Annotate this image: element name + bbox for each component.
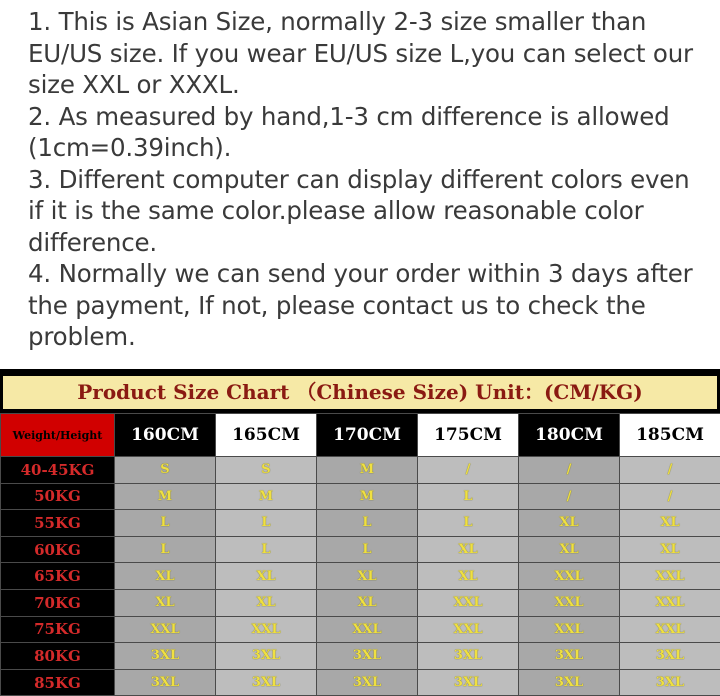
weight-label: 40-45KG <box>1 457 115 484</box>
size-cell: 3XL <box>418 643 519 670</box>
size-cell: XL <box>519 536 620 563</box>
size-cell: XL <box>216 589 317 616</box>
size-cell: / <box>519 457 620 484</box>
size-cell: XXL <box>519 563 620 590</box>
size-cell: 3XL <box>620 643 720 670</box>
table-row <box>1 616 720 643</box>
table-row <box>1 457 720 484</box>
size-cell: XXL <box>418 616 519 643</box>
size-chart-body <box>1 457 720 696</box>
size-cell: L <box>317 510 418 537</box>
weight-label: 80KG <box>1 643 115 670</box>
size-cell: M <box>317 457 418 484</box>
size-chart <box>0 369 720 693</box>
table-row <box>1 510 720 537</box>
note-4: 4. Normally we can send your order within 3 days after the payment, If not, please contact us to check the problem. <box>28 258 708 353</box>
weight-label: 55KG <box>1 510 115 537</box>
size-chart-table <box>0 413 720 696</box>
table-row <box>1 643 720 670</box>
table-row <box>1 483 720 510</box>
size-cell: 3XL <box>216 669 317 696</box>
table-row <box>1 536 720 563</box>
size-cell: 3XL <box>115 643 216 670</box>
height-header: 160CM <box>115 414 216 457</box>
corner-label: Weight/Height <box>1 414 115 457</box>
size-cell: L <box>216 536 317 563</box>
height-header: 185CM <box>620 414 720 457</box>
size-cell: M <box>115 483 216 510</box>
size-cell: XL <box>317 563 418 590</box>
size-cell: 3XL <box>115 669 216 696</box>
size-cell: XL <box>620 510 720 537</box>
size-cell: L <box>115 510 216 537</box>
size-cell: M <box>317 483 418 510</box>
table-row <box>1 563 720 590</box>
size-cell: / <box>620 483 720 510</box>
size-cell: L <box>317 536 418 563</box>
size-cell: 3XL <box>620 669 720 696</box>
size-cell: XXL <box>620 616 720 643</box>
size-cell: 3XL <box>519 669 620 696</box>
size-cell: XL <box>418 536 519 563</box>
size-cell: XXL <box>620 563 720 590</box>
height-header: 170CM <box>317 414 418 457</box>
header-row <box>1 414 720 457</box>
note-1: 1. This is Asian Size, normally 2-3 size smaller than EU/US size. If you wear EU/US size L,you can select our size XXL or XXXL. <box>28 6 708 101</box>
size-cell: 3XL <box>519 643 620 670</box>
size-cell: XXL <box>620 589 720 616</box>
size-cell: / <box>519 483 620 510</box>
height-header: 165CM <box>216 414 317 457</box>
note-3: 3. Different computer can display different colors even if it is the same color.please allow reasonable color difference. <box>28 164 708 259</box>
size-cell: 3XL <box>418 669 519 696</box>
size-cell: XXL <box>216 616 317 643</box>
size-cell: / <box>418 457 519 484</box>
size-cell: XL <box>519 510 620 537</box>
size-cell: 3XL <box>317 669 418 696</box>
size-cell: XL <box>418 563 519 590</box>
table-row <box>1 589 720 616</box>
weight-label: 60KG <box>1 536 115 563</box>
weight-label: 70KG <box>1 589 115 616</box>
size-cell: M <box>216 483 317 510</box>
size-chart-title: Product Size Chart （Chinese Size) Unit：(CM/KG) <box>3 376 717 409</box>
size-cell: XXL <box>519 616 620 643</box>
size-notes <box>28 6 708 353</box>
weight-label: 85KG <box>1 669 115 696</box>
weight-label: 50KG <box>1 483 115 510</box>
size-cell: XL <box>216 563 317 590</box>
note-2: 2. As measured by hand,1-3 cm difference is allowed (1cm=0.39inch). <box>28 101 708 164</box>
size-cell: XL <box>620 536 720 563</box>
weight-label: 75KG <box>1 616 115 643</box>
size-cell: / <box>620 457 720 484</box>
size-cell: XL <box>115 563 216 590</box>
size-cell: S <box>115 457 216 484</box>
size-cell: XL <box>317 589 418 616</box>
size-cell: XXL <box>418 589 519 616</box>
height-header: 175CM <box>418 414 519 457</box>
size-cell: 3XL <box>317 643 418 670</box>
size-cell: L <box>115 536 216 563</box>
size-cell: XXL <box>317 616 418 643</box>
size-cell: L <box>418 483 519 510</box>
size-cell: XXL <box>115 616 216 643</box>
size-cell: L <box>216 510 317 537</box>
size-cell: 3XL <box>216 643 317 670</box>
size-cell: L <box>418 510 519 537</box>
table-row <box>1 669 720 696</box>
weight-label: 65KG <box>1 563 115 590</box>
size-cell: XL <box>115 589 216 616</box>
size-cell: S <box>216 457 317 484</box>
size-cell: XXL <box>519 589 620 616</box>
height-header: 180CM <box>519 414 620 457</box>
